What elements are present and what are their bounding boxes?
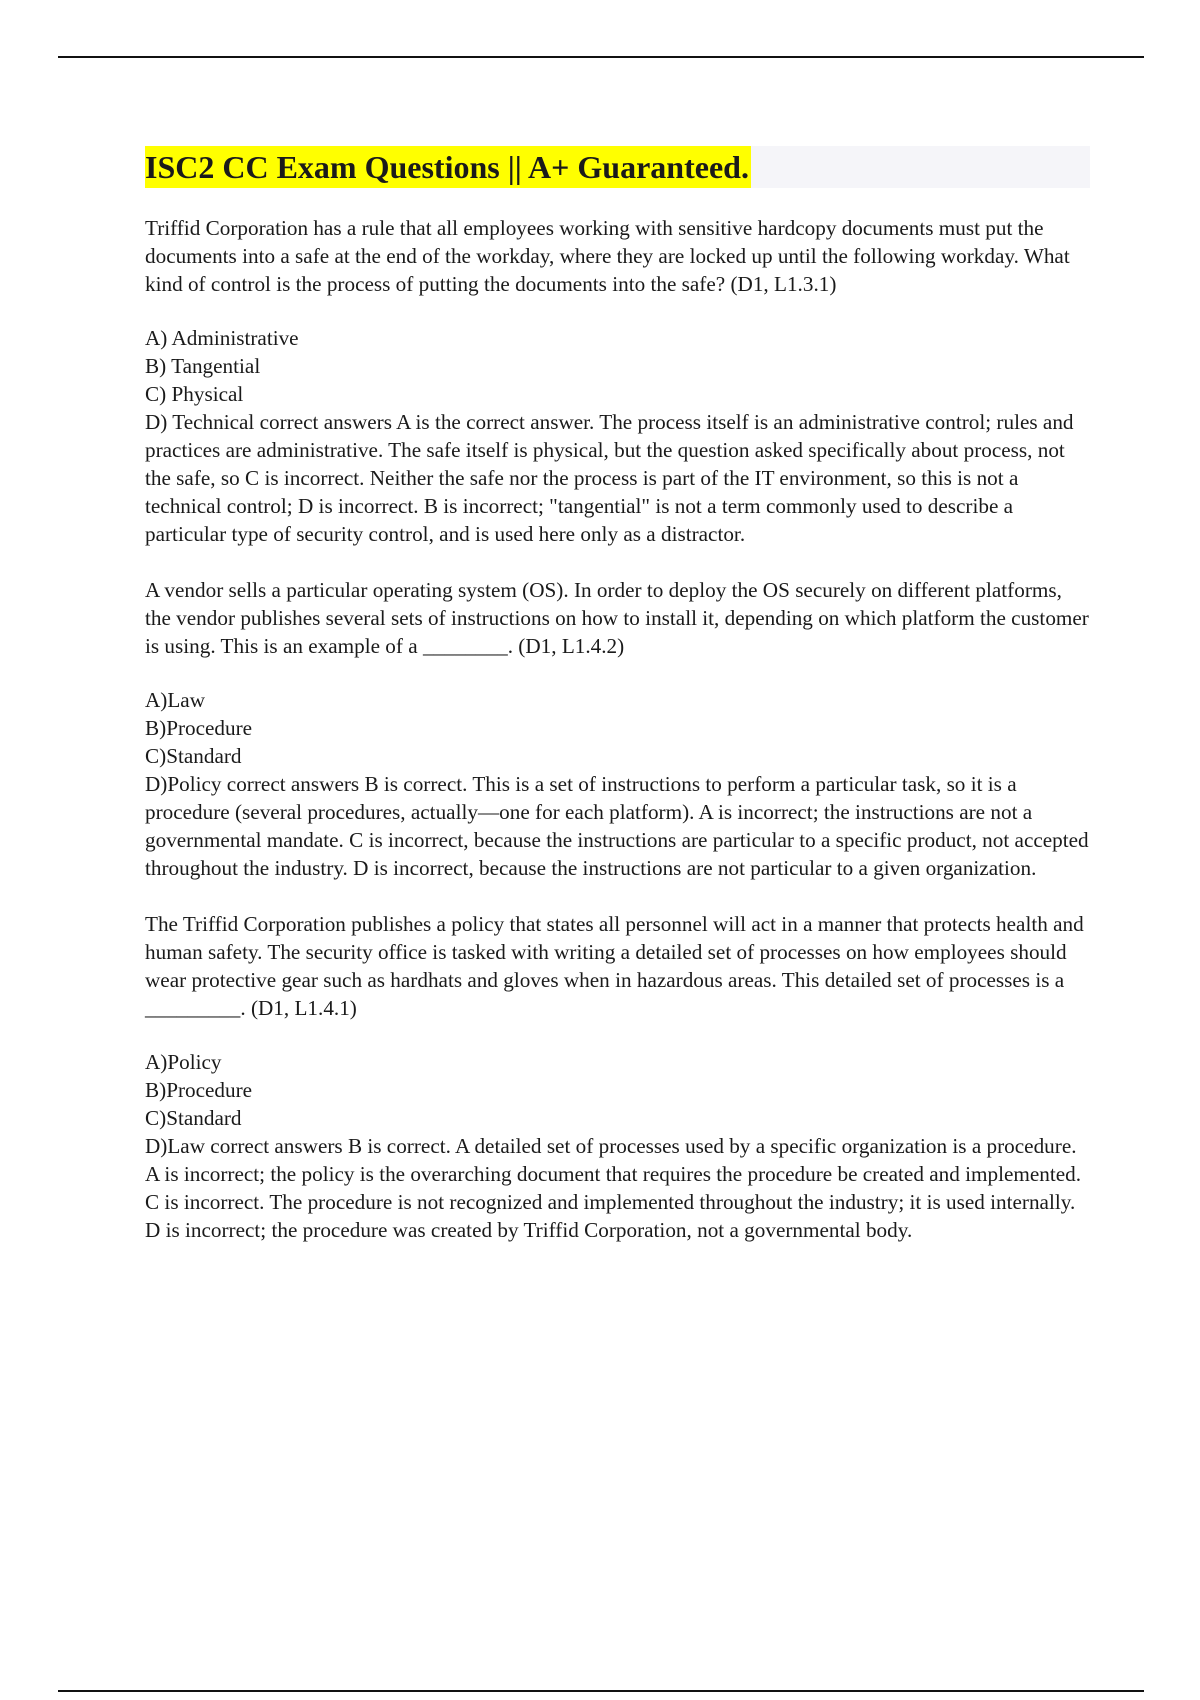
question-3: [145, 910, 1090, 1244]
option-c: C)Standard: [145, 1106, 242, 1130]
document-title: ISC2 CC Exam Questions || A+ Guaranteed.: [145, 146, 751, 188]
option-a: A)Policy: [145, 1050, 222, 1074]
option-b: B)Procedure: [145, 716, 253, 740]
question-1: [145, 214, 1090, 548]
title-band: [145, 146, 1090, 188]
option-c: C) Physical: [145, 382, 244, 406]
top-rule: [58, 56, 1144, 58]
option-d-with-answer: D)Law correct answers B is correct. A detailed set of processes used by a specific organization is a procedure. A is incorrect; the policy is the overarching document that requires the procedure be created and implemented. C is incorrect. The procedure is not recognized and implemented throughout the industry; it is used internally. D is incorrect; the procedure was created by Triffid Corporation, not a governmental body.: [145, 1134, 1082, 1242]
option-a: A) Administrative: [145, 326, 299, 350]
answer-options: [145, 324, 1090, 548]
document-body: [145, 146, 1090, 1272]
option-d-with-answer: D) Technical correct answers A is the correct answer. The process itself is an administrative control; rules and practices are administrative. The safe itself is physical, but the question asked specifically about process, not the safe, so C is incorrect. Neither the safe nor the process is part of the IT environment, so this is not a technical control; D is incorrect. B is incorrect; "tangential" is not a term commonly used to describe a particular type of security control, and is used here only as a distractor.: [145, 410, 1074, 546]
bottom-rule: [58, 1690, 1144, 1692]
option-c: C)Standard: [145, 744, 242, 768]
question-2: [145, 576, 1090, 882]
option-a: A)Law: [145, 688, 206, 712]
option-b: B)Procedure: [145, 1078, 253, 1102]
option-b: B) Tangential: [145, 354, 261, 378]
question-text: A vendor sells a particular operating system (OS). In order to deploy the OS securely on different platforms, the vendor publishes several sets of instructions on how to install it, depending on which platform the customer is using. This is an example of a ________. (D1, L1.4.2): [145, 578, 1089, 658]
answer-options: [145, 1048, 1090, 1244]
option-d-with-answer: D)Policy correct answers B is correct. This is a set of instructions to perform a particular task, so it is a procedure (several procedures, actually—one for each platform). A is incorrect; the instructions are not a governmental mandate. C is incorrect, because the instructions are particular to a specific product, not accepted throughout the industry. D is incorrect, because the instructions are not particular to a given organization.: [145, 772, 1089, 880]
question-text: Triffid Corporation has a rule that all employees working with sensitive hardcopy documents must put the documents into a safe at the end of the workday, where they are locked up until the following workday. What kind of control is the process of putting the documents into the safe? (D1, L1.3.1): [145, 216, 1070, 296]
answer-options: [145, 686, 1090, 882]
question-text: The Triffid Corporation publishes a policy that states all personnel will act in a manner that protects health and human safety. The security office is tasked with writing a detailed set of processes on how employees should wear protective gear such as hardhats and gloves when in hazardous areas. This detailed set of processes is a _________. (D1, L1.4.1): [145, 912, 1084, 1020]
